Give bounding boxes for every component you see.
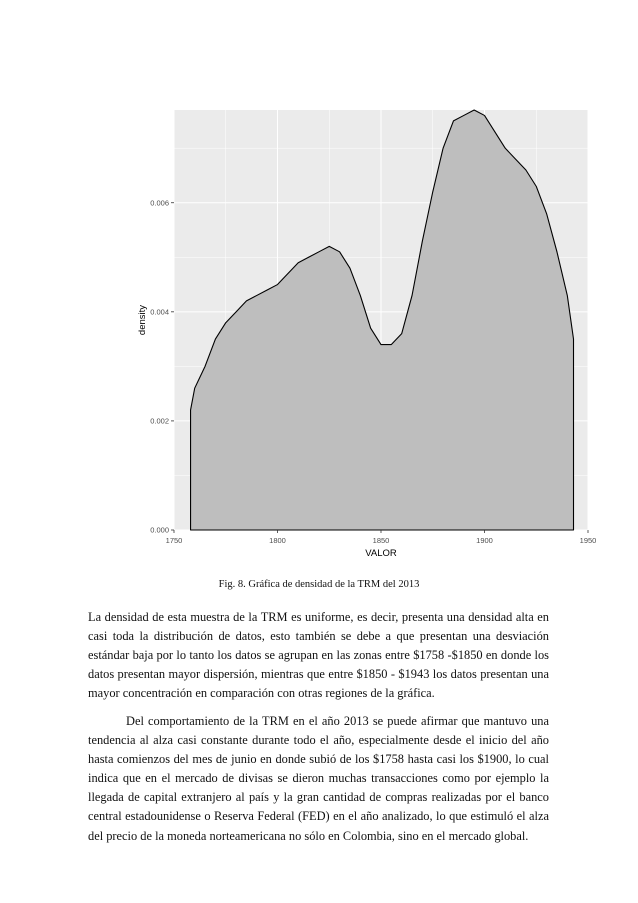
y-tick-label: 0.000 [150,525,169,535]
x-tick-label: 1800 [269,536,286,545]
x-axis-ticks [166,530,597,545]
y-tick-label: 0.002 [150,416,169,426]
x-tick-label: 1900 [476,536,493,545]
body-paragraph-2: Del comportamiento de la TRM en el año 2013 se puede afirmar que mantuvo una tendencia al alza casi constante durante todo el año, especialmente desde el inicio del año hasta comienzos del mes de junio en donde subió de los $1758 hasta casi los $1900, lo cual indica que en el mercado de divisas se dieron muchas transacciones como por ejemplo la llegada de capital extranjero al país y la gran cantidad de compras realizadas por el banco central estadounidense o Reserva Federal (FED) en el año analizado, lo que estimuló el alza del precio de la moneda norteamericana no sólo en Colombia, sino en el mercado global. [88,714,549,843]
x-tick-label: 1850 [372,536,390,545]
x-axis-title: VALOR [365,548,397,559]
y-axis-title: density [137,304,148,336]
x-tick-label: 1950 [579,536,597,545]
y-tick-label: 0.004 [150,307,169,317]
body-paragraph-1: La densidad de esta muestra de la TRM es uniforme, es decir, presenta una densidad alta en casi toda la distribución de datos, esto también se debe a que presentan una desviación estándar baja por lo tanto los datos se agrupan en las zonas entre $1758 -$1850 en donde los datos presentan mayor dispersión, mientras que entre $1850 - $1943 los datos presentan una mayor concentración en comparación con otras regiones de la gráfica. [88,610,549,701]
x-tick-label: 1750 [165,536,183,545]
y-tick-label: 0.006 [150,198,169,208]
y-axis-ticks [150,198,174,534]
figure-caption: Fig. 8. Gráfica de densidad de la TRM del 2013 [218,579,420,590]
